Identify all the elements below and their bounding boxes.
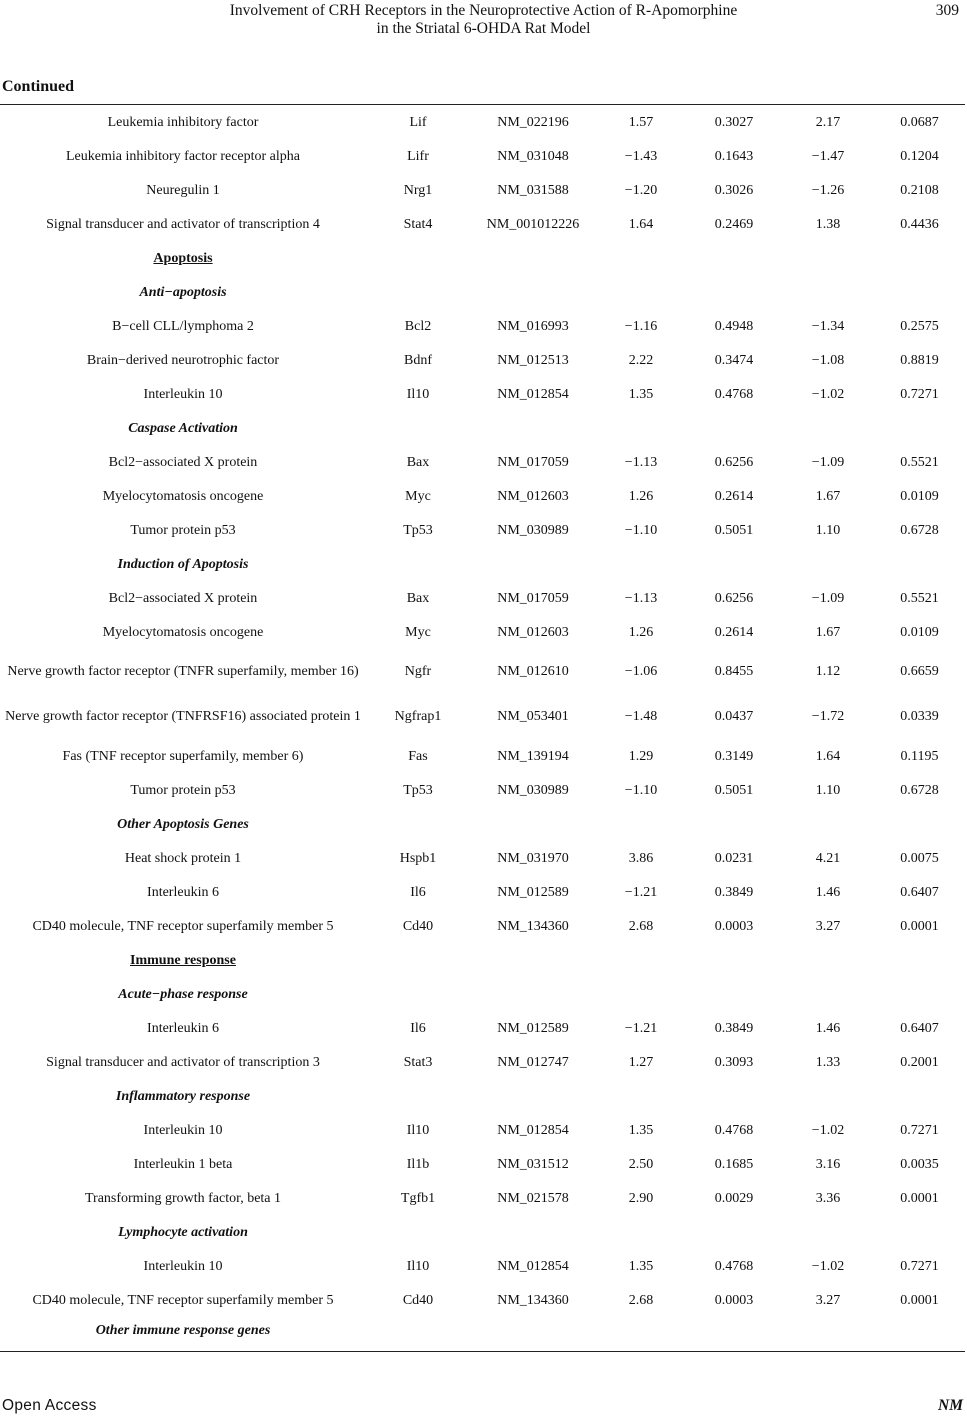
gene-name-cell: Interleukin 6 <box>147 1020 219 1036</box>
empty-cell <box>470 275 596 309</box>
p-value-1-cell: 0.0003 <box>714 1292 754 1308</box>
fold-change-1-cell: 2.22 <box>628 352 654 368</box>
fold-change-1-cell: −1.21 <box>624 884 658 900</box>
p-value-1-cell: 0.1685 <box>714 1156 754 1172</box>
table-row <box>0 1045 965 1079</box>
fold-change-1-cell: −1.43 <box>624 148 658 164</box>
refseq-cell: NM_134360 <box>497 1292 569 1308</box>
p-value-2-cell: 0.5521 <box>900 454 939 470</box>
empty-cell <box>782 1215 874 1249</box>
subcategory-heading-row <box>0 1215 965 1249</box>
table-row <box>0 105 965 139</box>
subcategory-heading: Other immune response genes <box>95 1322 271 1338</box>
p-value-1-cell: 0.0231 <box>714 850 754 866</box>
gene-symbol-cell: Ngfr <box>404 664 432 679</box>
category-heading: Apoptosis <box>153 250 213 266</box>
p-value-1-cell: 0.3474 <box>714 352 754 368</box>
refseq-cell: NM_031048 <box>497 148 569 164</box>
empty-cell <box>366 1317 470 1343</box>
fold-change-1-cell: 1.26 <box>628 488 654 504</box>
gene-symbol-cell: Fas <box>408 748 428 764</box>
empty-cell <box>686 411 782 445</box>
refseq-cell: NM_031588 <box>497 182 569 198</box>
empty-cell <box>470 977 596 1011</box>
empty-cell <box>874 275 965 309</box>
fold-change-2-cell: −1.02 <box>811 1258 845 1274</box>
refseq-cell: NM_031512 <box>497 1156 569 1172</box>
empty-cell <box>782 943 874 977</box>
gene-name-cell: Heat shock protein 1 <box>124 850 242 866</box>
gene-symbol-cell: Lif <box>409 114 427 130</box>
empty-cell <box>470 1317 596 1343</box>
p-value-2-cell: 0.7271 <box>900 1122 939 1138</box>
fold-change-2-cell: −1.72 <box>811 709 845 724</box>
fold-change-2-cell: −1.02 <box>811 386 845 402</box>
fold-change-1-cell: −1.20 <box>624 182 658 198</box>
refseq-cell: NM_017059 <box>497 454 569 470</box>
fold-change-2-cell: 1.67 <box>815 624 841 640</box>
fold-change-1-cell: 2.68 <box>628 1292 654 1308</box>
empty-cell <box>596 1317 686 1343</box>
p-value-2-cell: 0.7271 <box>900 386 939 402</box>
empty-cell <box>782 1317 874 1343</box>
p-value-2-cell: 0.6407 <box>900 1020 939 1036</box>
p-value-2-cell: 0.5521 <box>900 590 939 606</box>
refseq-cell: NM_012854 <box>497 1258 569 1274</box>
empty-cell <box>366 411 470 445</box>
refseq-cell: NM_001012226 <box>486 216 580 232</box>
refseq-cell: NM_139194 <box>497 748 569 764</box>
fold-change-1-cell: −1.10 <box>624 522 658 538</box>
gene-symbol-cell: Lifr <box>407 148 429 164</box>
running-header <box>0 2 967 38</box>
fold-change-2-cell: −1.47 <box>811 148 845 164</box>
gene-symbol-cell: Il10 <box>406 1258 430 1274</box>
fold-change-1-cell: −1.48 <box>624 709 658 724</box>
subcategory-heading: Acute−phase response <box>118 986 248 1002</box>
fold-change-2-cell: −1.09 <box>811 454 845 470</box>
gene-name-cell: Nerve growth factor receptor (TNFRSF16) associated protein 1 <box>5 709 361 724</box>
refseq-cell: NM_012603 <box>497 488 569 504</box>
p-value-1-cell: 0.4768 <box>714 386 754 402</box>
category-heading-row <box>0 241 965 275</box>
subcategory-heading-row <box>0 547 965 581</box>
gene-symbol-cell: Bax <box>406 590 430 606</box>
table-row <box>0 309 965 343</box>
fold-change-2-cell: −1.26 <box>811 182 845 198</box>
fold-change-1-cell: −1.16 <box>624 318 658 334</box>
p-value-1-cell: 0.3849 <box>714 884 754 900</box>
refseq-cell: NM_012603 <box>497 624 569 640</box>
subcategory-heading-row <box>0 977 965 1011</box>
p-value-2-cell: 0.1204 <box>900 148 939 164</box>
refseq-cell: NM_021578 <box>497 1190 569 1206</box>
p-value-1-cell: 0.1643 <box>714 148 754 164</box>
table-row <box>0 1011 965 1045</box>
subcategory-heading: Inflammatory response <box>115 1088 251 1104</box>
gene-symbol-cell: Myc <box>405 488 431 504</box>
gene-symbol-cell: Bax <box>406 454 430 470</box>
table-row <box>0 581 965 615</box>
refseq-cell: NM_012854 <box>497 1122 569 1138</box>
empty-cell <box>596 275 686 309</box>
empty-cell <box>874 411 965 445</box>
gene-name-cell: Transforming growth factor, beta 1 <box>84 1190 282 1206</box>
empty-cell <box>470 1215 596 1249</box>
p-value-1-cell: 0.6256 <box>714 454 754 470</box>
p-value-1-cell: 0.3093 <box>714 1054 754 1070</box>
gene-name-cell: Fas (TNF receptor superfamily, member 6) <box>62 748 304 764</box>
subcategory-heading: Caspase Activation <box>128 420 238 436</box>
p-value-1-cell: 0.8455 <box>714 664 754 679</box>
empty-cell <box>874 241 965 275</box>
fold-change-2-cell: 3.36 <box>815 1190 841 1206</box>
refseq-cell: NM_031970 <box>497 850 569 866</box>
gene-symbol-cell: Tp53 <box>403 782 433 798</box>
gene-symbol-cell: Tgfb1 <box>400 1190 436 1206</box>
gene-name-cell: Neuregulin 1 <box>146 182 220 198</box>
refseq-cell: NM_016993 <box>497 318 569 334</box>
gene-name-cell: CD40 molecule, TNF receptor superfamily member 5 <box>32 918 334 934</box>
p-value-1-cell: 0.2614 <box>714 624 754 640</box>
p-value-2-cell: 0.0001 <box>900 1190 939 1206</box>
fold-change-1-cell: 2.90 <box>628 1190 654 1206</box>
fold-change-2-cell: 2.17 <box>815 114 841 130</box>
table-bottom-rule <box>0 1351 965 1352</box>
empty-cell <box>782 275 874 309</box>
fold-change-2-cell: 1.33 <box>815 1054 841 1070</box>
empty-cell <box>686 547 782 581</box>
empty-cell <box>366 1079 470 1113</box>
fold-change-1-cell: 1.35 <box>628 1258 654 1274</box>
fold-change-2-cell: 1.10 <box>815 522 841 538</box>
p-value-2-cell: 0.0109 <box>900 624 939 640</box>
p-value-2-cell: 0.1195 <box>900 748 939 764</box>
empty-cell <box>686 943 782 977</box>
empty-cell <box>366 943 470 977</box>
subcategory-heading: Lymphocyte activation <box>118 1224 248 1240</box>
p-value-1-cell: 0.3026 <box>714 182 754 198</box>
p-value-1-cell: 0.5051 <box>714 782 754 798</box>
subcategory-heading: Anti−apoptosis <box>139 284 227 300</box>
gene-name-cell: Myelocytomatosis oncogene <box>102 488 264 504</box>
table-row <box>0 841 965 875</box>
gene-name-cell: Myelocytomatosis oncogene <box>102 624 264 640</box>
fold-change-1-cell: −1.13 <box>624 454 658 470</box>
p-value-2-cell: 0.0001 <box>900 918 939 934</box>
table-row <box>0 739 965 773</box>
header-title-line2: in the Striatal 6-OHDA Rat Model <box>376 20 591 37</box>
empty-cell <box>596 943 686 977</box>
table-row <box>0 377 965 411</box>
empty-cell <box>782 977 874 1011</box>
gene-name-cell: Leukemia inhibitory factor receptor alpha <box>65 148 300 164</box>
table-row <box>0 139 965 173</box>
p-value-1-cell: 0.2614 <box>714 488 754 504</box>
gene-name-cell: Tumor protein p53 <box>130 782 236 798</box>
subcategory-heading-row <box>0 1317 965 1343</box>
fold-change-2-cell: 4.21 <box>815 850 841 866</box>
category-heading: Immune response <box>130 952 236 968</box>
table-row <box>0 445 965 479</box>
fold-change-2-cell: −1.09 <box>811 590 845 606</box>
fold-change-2-cell: 1.46 <box>815 884 841 900</box>
empty-cell <box>874 977 965 1011</box>
empty-cell <box>596 547 686 581</box>
table-row <box>0 1283 965 1317</box>
p-value-1-cell: 0.5051 <box>714 522 754 538</box>
empty-cell <box>366 275 470 309</box>
empty-cell <box>686 1215 782 1249</box>
gene-name-cell: Interleukin 10 <box>143 1258 223 1274</box>
p-value-2-cell: 0.8819 <box>900 352 939 368</box>
subcategory-heading-row <box>0 411 965 445</box>
refseq-cell: NM_012589 <box>497 884 569 900</box>
page-number: 309 <box>935 2 959 19</box>
fold-change-2-cell: 1.38 <box>815 216 841 232</box>
p-value-2-cell: 0.0075 <box>900 850 939 866</box>
empty-cell <box>782 1079 874 1113</box>
p-value-2-cell: 0.6728 <box>900 522 939 538</box>
p-value-2-cell: 0.4436 <box>900 216 939 232</box>
empty-cell <box>596 1215 686 1249</box>
refseq-cell: NM_012610 <box>497 664 569 679</box>
empty-cell <box>686 1317 782 1343</box>
empty-cell <box>874 807 965 841</box>
p-value-1-cell: 0.2469 <box>714 216 754 232</box>
p-value-2-cell: 0.0001 <box>900 1292 939 1308</box>
p-value-2-cell: 0.6407 <box>900 884 939 900</box>
table-row <box>0 1147 965 1181</box>
table-row <box>0 1181 965 1215</box>
empty-cell <box>782 411 874 445</box>
table-row <box>0 343 965 377</box>
empty-cell <box>782 547 874 581</box>
fold-change-2-cell: 3.16 <box>815 1156 841 1172</box>
p-value-1-cell: 0.3149 <box>714 748 754 764</box>
refseq-cell: NM_012513 <box>497 352 569 368</box>
p-value-2-cell: 0.2575 <box>900 318 939 334</box>
gene-name-cell: Signal transducer and activator of transcription 3 <box>46 1054 320 1070</box>
fold-change-1-cell: −1.21 <box>624 1020 658 1036</box>
empty-cell <box>470 807 596 841</box>
p-value-2-cell: 0.7271 <box>900 1258 939 1274</box>
gene-symbol-cell: Il6 <box>410 1020 426 1036</box>
table-row <box>0 615 965 649</box>
refseq-cell: NM_012747 <box>497 1054 569 1070</box>
empty-cell <box>470 1079 596 1113</box>
gene-symbol-cell: Il10 <box>406 386 430 402</box>
gene-name-cell: Interleukin 10 <box>143 1122 223 1138</box>
empty-cell <box>470 943 596 977</box>
footer-journal-abbrev: NM <box>938 1397 963 1414</box>
refseq-cell: NM_022196 <box>497 114 569 130</box>
empty-cell <box>782 807 874 841</box>
empty-cell <box>874 1317 965 1343</box>
gene-name-cell: B−cell CLL/lymphoma 2 <box>112 318 254 334</box>
table-row <box>0 875 965 909</box>
gene-symbol-cell: Bdnf <box>404 352 432 368</box>
empty-cell <box>782 241 874 275</box>
p-value-2-cell: 0.0687 <box>900 114 939 130</box>
fold-change-1-cell: 1.26 <box>628 624 654 640</box>
fold-change-2-cell: 3.27 <box>815 918 841 934</box>
empty-cell <box>470 411 596 445</box>
subcategory-heading-row <box>0 1079 965 1113</box>
refseq-cell: NM_053401 <box>497 709 569 724</box>
fold-change-1-cell: 2.50 <box>628 1156 654 1172</box>
subcategory-heading: Induction of Apoptosis <box>117 556 249 572</box>
gene-symbol-cell: Stat3 <box>403 1054 433 1070</box>
empty-cell <box>366 977 470 1011</box>
gene-name-cell: Leukemia inhibitory factor <box>107 114 259 130</box>
gene-symbol-cell: Cd40 <box>402 918 434 934</box>
empty-cell <box>874 547 965 581</box>
table-row <box>0 773 965 807</box>
gene-name-cell: CD40 molecule, TNF receptor superfamily member 5 <box>32 1292 334 1308</box>
p-value-1-cell: 0.0003 <box>714 918 754 934</box>
header-title-line1: Involvement of CRH Receptors in the Neuroprotective Action of R-Apomorphine <box>229 2 738 19</box>
table-row <box>0 173 965 207</box>
empty-cell <box>874 943 965 977</box>
empty-cell <box>686 1079 782 1113</box>
footer-open-access: Open Access <box>2 1397 97 1414</box>
gene-symbol-cell: Bcl2 <box>404 318 432 334</box>
empty-cell <box>686 275 782 309</box>
p-value-1-cell: 0.4768 <box>714 1258 754 1274</box>
gene-name-cell: Interleukin 10 <box>143 386 223 402</box>
p-value-1-cell: 0.3849 <box>714 1020 754 1036</box>
empty-cell <box>596 1079 686 1113</box>
table-row <box>0 479 965 513</box>
fold-change-2-cell: 1.12 <box>815 664 841 679</box>
p-value-2-cell: 0.2001 <box>900 1054 939 1070</box>
fold-change-1-cell: 1.35 <box>628 1122 654 1138</box>
empty-cell <box>470 547 596 581</box>
p-value-2-cell: 0.0035 <box>900 1156 939 1172</box>
table-row <box>0 649 965 694</box>
p-value-2-cell: 0.6659 <box>900 664 939 679</box>
fold-change-1-cell: 1.27 <box>628 1054 654 1070</box>
empty-cell <box>366 807 470 841</box>
p-value-2-cell: 0.6728 <box>900 782 939 798</box>
gene-symbol-cell: Il6 <box>410 884 426 900</box>
fold-change-1-cell: 3.86 <box>628 850 654 866</box>
empty-cell <box>874 1215 965 1249</box>
subcategory-heading-row <box>0 275 965 309</box>
refseq-cell: NM_030989 <box>497 522 569 538</box>
refseq-cell: NM_134360 <box>497 918 569 934</box>
p-value-1-cell: 0.4948 <box>714 318 754 334</box>
subcategory-heading-row <box>0 807 965 841</box>
empty-cell <box>874 1079 965 1113</box>
fold-change-2-cell: −1.34 <box>811 318 845 334</box>
p-value-1-cell: 0.3027 <box>714 114 754 130</box>
fold-change-2-cell: 1.64 <box>815 748 841 764</box>
fold-change-2-cell: 3.27 <box>815 1292 841 1308</box>
empty-cell <box>686 241 782 275</box>
table-row <box>0 1249 965 1283</box>
gene-name-cell: Interleukin 1 beta <box>133 1156 233 1172</box>
p-value-2-cell: 0.0339 <box>900 709 939 724</box>
gene-symbol-cell: Cd40 <box>402 1292 434 1308</box>
refseq-cell: NM_017059 <box>497 590 569 606</box>
gene-symbol-cell: Il10 <box>406 1122 430 1138</box>
empty-cell <box>596 807 686 841</box>
empty-cell <box>366 241 470 275</box>
gene-symbol-cell: Stat4 <box>403 216 433 232</box>
gene-name-cell: Interleukin 6 <box>147 884 219 900</box>
p-value-1-cell: 0.4768 <box>714 1122 754 1138</box>
refseq-cell: NM_030989 <box>497 782 569 798</box>
fold-change-1-cell: 2.68 <box>628 918 654 934</box>
empty-cell <box>366 547 470 581</box>
fold-change-2-cell: −1.08 <box>811 352 845 368</box>
fold-change-1-cell: 1.35 <box>628 386 654 402</box>
gene-name-cell: Tumor protein p53 <box>130 522 236 538</box>
refseq-cell: NM_012854 <box>497 386 569 402</box>
p-value-1-cell: 0.6256 <box>714 590 754 606</box>
empty-cell <box>596 977 686 1011</box>
empty-cell <box>686 807 782 841</box>
table-body <box>0 105 965 1343</box>
fold-change-1-cell: −1.13 <box>624 590 658 606</box>
gene-symbol-cell: Tp53 <box>403 522 433 538</box>
gene-symbol-cell: Myc <box>405 624 431 640</box>
gene-name-cell: Bcl2−associated X protein <box>108 454 258 470</box>
gene-name-cell: Brain−derived neurotrophic factor <box>86 352 280 368</box>
fold-change-1-cell: −1.06 <box>624 664 658 679</box>
fold-change-2-cell: −1.02 <box>811 1122 845 1138</box>
table-row <box>0 694 965 739</box>
table-row <box>0 909 965 943</box>
p-value-1-cell: 0.0029 <box>714 1190 754 1206</box>
empty-cell <box>366 1215 470 1249</box>
fold-change-2-cell: 1.46 <box>815 1020 841 1036</box>
refseq-cell: NM_012589 <box>497 1020 569 1036</box>
empty-cell <box>596 241 686 275</box>
p-value-2-cell: 0.2108 <box>900 182 939 198</box>
gene-symbol-cell: Nrg1 <box>403 182 433 198</box>
gene-symbol-cell: Il1b <box>406 1156 430 1172</box>
gene-expression-table <box>0 105 965 1343</box>
continued-label: Continued <box>2 78 75 95</box>
p-value-2-cell: 0.0109 <box>900 488 939 504</box>
empty-cell <box>470 241 596 275</box>
p-value-1-cell: 0.0437 <box>714 709 754 724</box>
empty-cell <box>596 411 686 445</box>
subcategory-heading: Other Apoptosis Genes <box>117 816 249 832</box>
fold-change-1-cell: 1.29 <box>628 748 654 764</box>
fold-change-2-cell: 1.10 <box>815 782 841 798</box>
table-row <box>0 1113 965 1147</box>
gene-symbol-cell: Hspb1 <box>399 850 437 866</box>
fold-change-2-cell: 1.67 <box>815 488 841 504</box>
fold-change-1-cell: 1.57 <box>628 114 654 130</box>
table-row <box>0 513 965 547</box>
fold-change-1-cell: 1.64 <box>628 216 654 232</box>
empty-cell <box>686 977 782 1011</box>
gene-name-cell: Bcl2−associated X protein <box>108 590 258 606</box>
table-row <box>0 207 965 241</box>
gene-name-cell: Nerve growth factor receptor (TNFR superfamily, member 16) <box>7 664 359 679</box>
fold-change-1-cell: −1.10 <box>624 782 658 798</box>
gene-symbol-cell: Ngfrap1 <box>394 709 442 724</box>
gene-name-cell: Signal transducer and activator of transcription 4 <box>46 216 320 232</box>
category-heading-row <box>0 943 965 977</box>
